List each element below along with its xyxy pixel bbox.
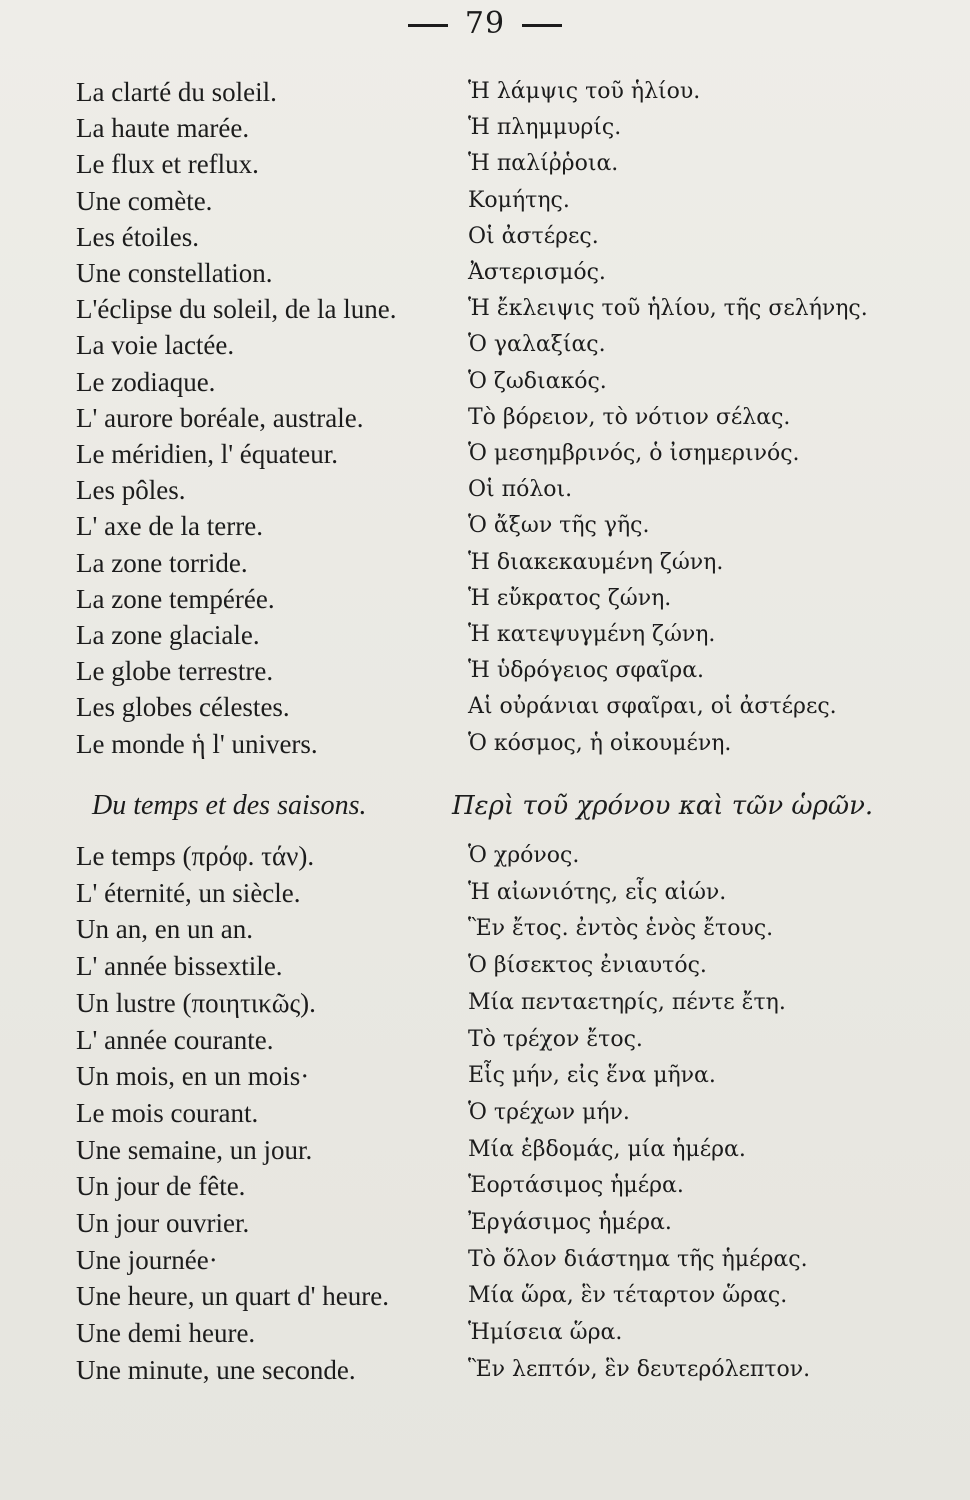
greek-term: Ὁ μεσημβρινός, ὁ ἰσημερινός. xyxy=(468,441,800,466)
greek-term: Αἱ οὐράνιαι σφαῖραι, οἱ ἀστέρες. xyxy=(468,694,837,719)
greek-term: Κομήτης. xyxy=(468,188,570,213)
french-term: L' axe de la terre. xyxy=(76,511,263,541)
vocab-row xyxy=(0,74,970,110)
greek-term: Ἑορτάσιμος ἡμέρα. xyxy=(468,1173,684,1198)
vocab-row xyxy=(0,255,970,291)
greek-term: Ἡ πλημμυρίς. xyxy=(468,115,622,140)
vocab-row xyxy=(0,1205,970,1241)
greek-term: Ὁ χρόνος. xyxy=(468,843,580,868)
french-term: L' année bissextile. xyxy=(76,951,283,981)
vocab-row xyxy=(0,911,970,947)
vocab-row xyxy=(0,291,970,327)
vocab-row xyxy=(0,1095,970,1131)
french-term: La zone glaciale. xyxy=(76,620,260,650)
vocab-row xyxy=(0,985,970,1021)
greek-term: Ἡ λάμψις τοῦ ἡλίου. xyxy=(468,79,701,104)
french-term: Un lustre (ποιητικῶς). xyxy=(76,988,316,1018)
french-term: Le flux et reflux. xyxy=(76,149,259,179)
french-term: Du temps et des saisons. xyxy=(92,790,367,821)
french-term: Les globes célestes. xyxy=(76,692,290,722)
greek-term: Ἐργάσιμος ἡμέρα. xyxy=(468,1210,672,1235)
french-term: Les étoiles. xyxy=(76,222,199,252)
greek-term: Εἷς μήν, εἰς ἕνα μῆνα. xyxy=(468,1063,716,1088)
french-term: La voie lactée. xyxy=(76,330,235,360)
french-term: Un mois, en un mois· xyxy=(76,1061,310,1091)
vocab-row xyxy=(0,948,970,984)
vocab-row xyxy=(0,436,970,472)
vocab-row xyxy=(0,183,970,219)
vocab-row xyxy=(0,1022,970,1058)
vocab-row xyxy=(0,1058,970,1094)
vocab-row xyxy=(0,1168,970,1204)
vocab-row xyxy=(0,1278,970,1314)
greek-term: Τὸ τρέχον ἔτος. xyxy=(468,1027,643,1052)
greek-term: Ἡ αἰωνιότης, εἷς αἰών. xyxy=(468,880,727,905)
french-term: Les pôles. xyxy=(76,475,186,505)
greek-term: Μία ἑβδομάς, μία ἡμέρα. xyxy=(468,1137,746,1162)
greek-term: Ὁ τρέχων μήν. xyxy=(468,1100,630,1125)
french-term: Le temps (πρόφ. τάν). xyxy=(76,841,315,871)
french-term: Un jour ouvrier. xyxy=(76,1208,250,1238)
french-term: La zone torride. xyxy=(76,548,248,578)
header-dash-left xyxy=(408,24,448,27)
vocab-row xyxy=(0,617,970,653)
vocab-row xyxy=(0,581,970,617)
greek-term: Ἡ κατεψυγμένη ζώνη. xyxy=(468,622,716,647)
french-term: La haute marée. xyxy=(76,113,250,143)
french-term: La zone tempérée. xyxy=(76,584,275,614)
greek-term: Περὶ τοῦ χρόνου καὶ τῶν ὡρῶν. xyxy=(452,791,874,821)
greek-term: Ἡμίσεια ὥρα. xyxy=(468,1320,623,1345)
vocab-row xyxy=(0,1132,970,1168)
french-term: Le zodiaque. xyxy=(76,367,216,397)
french-term: Une semaine, un jour. xyxy=(76,1135,313,1165)
french-term: Un an, en un an. xyxy=(76,914,253,944)
header-dash-right xyxy=(522,24,562,27)
french-term: Le globe terrestre. xyxy=(76,656,274,686)
greek-term: Τὸ βόρειον, τὸ νότιον σέλας. xyxy=(468,405,791,430)
french-term: Le monde ἡ l' univers. xyxy=(76,729,318,759)
greek-term: Ἡ ὑδρόγειος σφαῖρα. xyxy=(468,658,705,683)
greek-term: Ὁ ζωδιακός. xyxy=(468,369,607,394)
greek-term: Ἓν ἔτος. ἐντὸς ἑνὸς ἔτους. xyxy=(468,916,774,941)
vocab-row xyxy=(0,508,970,544)
greek-term: Οἱ ἀστέρες. xyxy=(468,224,599,249)
french-term: Une constellation. xyxy=(76,258,273,288)
vocab-row xyxy=(0,327,970,363)
vocab-row xyxy=(0,545,970,581)
vocab-row xyxy=(0,219,970,255)
greek-term: Ὁ βίσεκτος ἐνιαυτός. xyxy=(468,953,707,978)
french-term: Une heure, un quart d' heure. xyxy=(76,1281,389,1311)
french-term: Une minute, une seconde. xyxy=(76,1355,356,1385)
greek-term: Ἓν λεπτόν, ἓν δευτερόλεπτον. xyxy=(468,1357,811,1382)
vocab-row xyxy=(0,689,970,725)
greek-term: Ἡ παλίῤῥοια. xyxy=(468,151,619,176)
greek-term: Ὁ γαλαξίας. xyxy=(468,332,606,357)
greek-term: Ὁ κόσμος, ἡ οἰκουμένη. xyxy=(468,731,732,756)
greek-term: Οἱ πόλοι. xyxy=(468,477,573,502)
greek-term: Ἡ διακεκαυμένη ζώνη. xyxy=(468,550,724,575)
vocab-row xyxy=(0,726,970,762)
vocab-row xyxy=(0,364,970,400)
french-term: Une journée· xyxy=(76,1245,218,1275)
greek-term: Τὸ ὅλον διάστημα τῆς ἡμέρας. xyxy=(468,1247,808,1272)
french-term: Une comète. xyxy=(76,186,213,216)
vocab-row xyxy=(0,1242,970,1278)
vocab-row xyxy=(0,400,970,436)
vocab-row xyxy=(0,1352,970,1388)
greek-term: Μία πενταετηρίς, πέντε ἔτη. xyxy=(468,990,786,1015)
french-term: Une demi heure. xyxy=(76,1318,256,1348)
french-term: Un jour de fête. xyxy=(76,1171,246,1201)
french-term: L' année courante. xyxy=(76,1025,274,1055)
greek-term: Ἡ ἔκλειψις τοῦ ἡλίου, τῆς σελήνης. xyxy=(468,296,868,321)
vocab-row xyxy=(0,653,970,689)
french-term: Le mois courant. xyxy=(76,1098,259,1128)
vocab-row xyxy=(0,838,970,874)
vocab-row xyxy=(0,110,970,146)
greek-term: Ἡ εὔκρατος ζώνη. xyxy=(468,586,672,611)
vocab-row xyxy=(0,1315,970,1351)
greek-term: Ἀστερισμός. xyxy=(468,260,606,285)
page-number: 79 xyxy=(464,6,506,41)
vocab-row xyxy=(0,146,970,182)
french-term: Le méridien, l' équateur. xyxy=(76,439,339,469)
french-term: L' éternité, un siècle. xyxy=(76,878,301,908)
page-header xyxy=(0,6,970,41)
vocab-row xyxy=(0,472,970,508)
greek-term: Μία ὥρα, ἓν τέταρτον ὥρας. xyxy=(468,1283,788,1308)
french-term: La clarté du soleil. xyxy=(76,77,277,107)
section-heading xyxy=(0,788,970,824)
vocab-row xyxy=(0,875,970,911)
french-term: L' aurore boréale, australe. xyxy=(76,403,364,433)
greek-term: Ὁ ἄξων τῆς γῆς. xyxy=(468,513,650,538)
french-term: L'éclipse du soleil, de la lune. xyxy=(76,294,397,324)
